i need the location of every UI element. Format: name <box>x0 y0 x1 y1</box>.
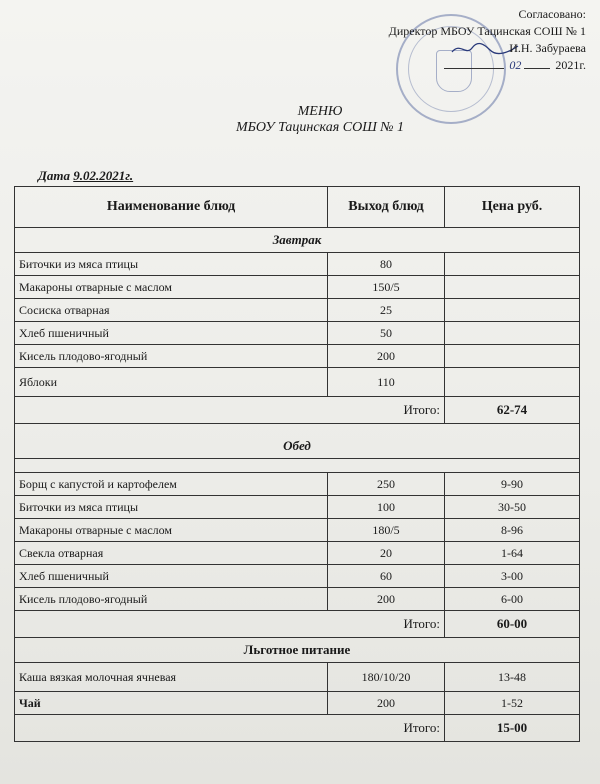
header-price: Цена руб. <box>445 187 580 228</box>
dish-name: Хлеб пшеничный <box>15 565 328 588</box>
date-value: 9.02.2021г. <box>73 168 134 183</box>
total-value: 62-74 <box>445 397 580 424</box>
dish-portion: 200 <box>328 692 445 715</box>
approval-label: Согласовано: <box>518 7 586 21</box>
director-title: Директор МБОУ Тацинская СОШ № 1 <box>388 24 586 38</box>
table-row <box>15 459 580 473</box>
table-row <box>15 345 580 368</box>
dish-portion: 180/5 <box>328 519 445 542</box>
dish-name: Биточки из мяса птицы <box>15 253 328 276</box>
dish-portion: 180/10/20 <box>328 663 445 692</box>
dish-price: 13-48 <box>445 663 580 692</box>
dish-name: Каша вязкая молочная ячневая <box>15 663 328 692</box>
table-row <box>15 588 580 611</box>
section-title: Завтрак <box>15 228 580 253</box>
table-row <box>15 368 580 397</box>
date-underline-2 <box>524 68 550 69</box>
table-row <box>15 663 580 692</box>
dish-price <box>445 276 580 299</box>
dish-price <box>445 253 580 276</box>
dish-portion: 25 <box>328 299 445 322</box>
dish-portion: 100 <box>328 496 445 519</box>
approval-year: 2021г. <box>555 58 586 72</box>
total-label: Итого: <box>15 397 445 424</box>
dish-name: Чай <box>15 692 328 715</box>
dish-name: Свекла отварная <box>15 542 328 565</box>
dish-portion: 80 <box>328 253 445 276</box>
header-portion: Выход блюд <box>328 187 445 228</box>
dish-portion: 20 <box>328 542 445 565</box>
spacer-cell <box>15 424 580 459</box>
dish-name: Борщ с капустой и картофелем <box>15 473 328 496</box>
total-row-benefit <box>15 715 580 742</box>
menu-table <box>14 186 580 742</box>
total-label: Итого: <box>15 715 445 742</box>
section-breakfast <box>15 228 580 253</box>
dish-portion: 200 <box>328 345 445 368</box>
table-row <box>15 519 580 542</box>
table-row <box>15 253 580 276</box>
total-row-lunch <box>15 611 580 638</box>
dish-price: 9-90 <box>445 473 580 496</box>
director-name: И.Н. Забураева <box>509 41 586 55</box>
approval-block <box>389 6 586 74</box>
dish-price <box>445 345 580 368</box>
table-row <box>15 542 580 565</box>
dish-name: Кисель плодово-ягодный <box>15 588 328 611</box>
dish-portion: 150/5 <box>328 276 445 299</box>
approval-month: 02 <box>509 58 522 72</box>
dish-price <box>445 299 580 322</box>
spacer-cell <box>15 459 580 473</box>
menu-title: МЕНЮ <box>297 104 343 119</box>
date-underline <box>444 68 504 69</box>
dish-price: 1-64 <box>445 542 580 565</box>
dish-price: 1-52 <box>445 692 580 715</box>
table-row <box>15 496 580 519</box>
total-value: 60-00 <box>445 611 580 638</box>
dish-name: Сосиска отварная <box>15 299 328 322</box>
dish-portion: 60 <box>328 565 445 588</box>
section-title: Льготное питание <box>15 638 580 663</box>
school-title: МБОУ Тацинская СОШ № 1 <box>235 120 405 135</box>
dish-portion: 200 <box>328 588 445 611</box>
header-dish-name: Наименование блюд <box>15 187 328 228</box>
dish-price <box>445 368 580 397</box>
table-row <box>15 692 580 715</box>
table-header-row <box>15 187 580 228</box>
total-row-breakfast <box>15 397 580 424</box>
total-label: Итого: <box>15 611 445 638</box>
dish-portion: 50 <box>328 322 445 345</box>
dish-portion: 110 <box>328 368 445 397</box>
dish-price <box>445 322 580 345</box>
dish-name: Макароны отварные с маслом <box>15 276 328 299</box>
dish-price: 3-00 <box>445 565 580 588</box>
dish-price: 8-96 <box>445 519 580 542</box>
table-row <box>15 299 580 322</box>
dish-price: 6-00 <box>445 588 580 611</box>
total-value: 15-00 <box>445 715 580 742</box>
spacer-row <box>15 424 580 459</box>
dish-name: Кисель плодово-ягодный <box>15 345 328 368</box>
menu-date <box>38 168 133 184</box>
dish-name: Яблоки <box>15 368 328 397</box>
dish-name: Хлеб пшеничный <box>15 322 328 345</box>
table-row <box>15 322 580 345</box>
dish-name: Макароны отварные с маслом <box>15 519 328 542</box>
approval-date <box>389 57 586 74</box>
table-row <box>15 565 580 588</box>
dish-price: 30-50 <box>445 496 580 519</box>
table-row <box>15 276 580 299</box>
dish-name: Биточки из мяса птицы <box>15 496 328 519</box>
section-benefit <box>15 638 580 663</box>
dish-portion: 250 <box>328 473 445 496</box>
section-title-lunch: Обед <box>283 438 311 453</box>
date-label: Дата <box>38 168 70 183</box>
table-row <box>15 473 580 496</box>
